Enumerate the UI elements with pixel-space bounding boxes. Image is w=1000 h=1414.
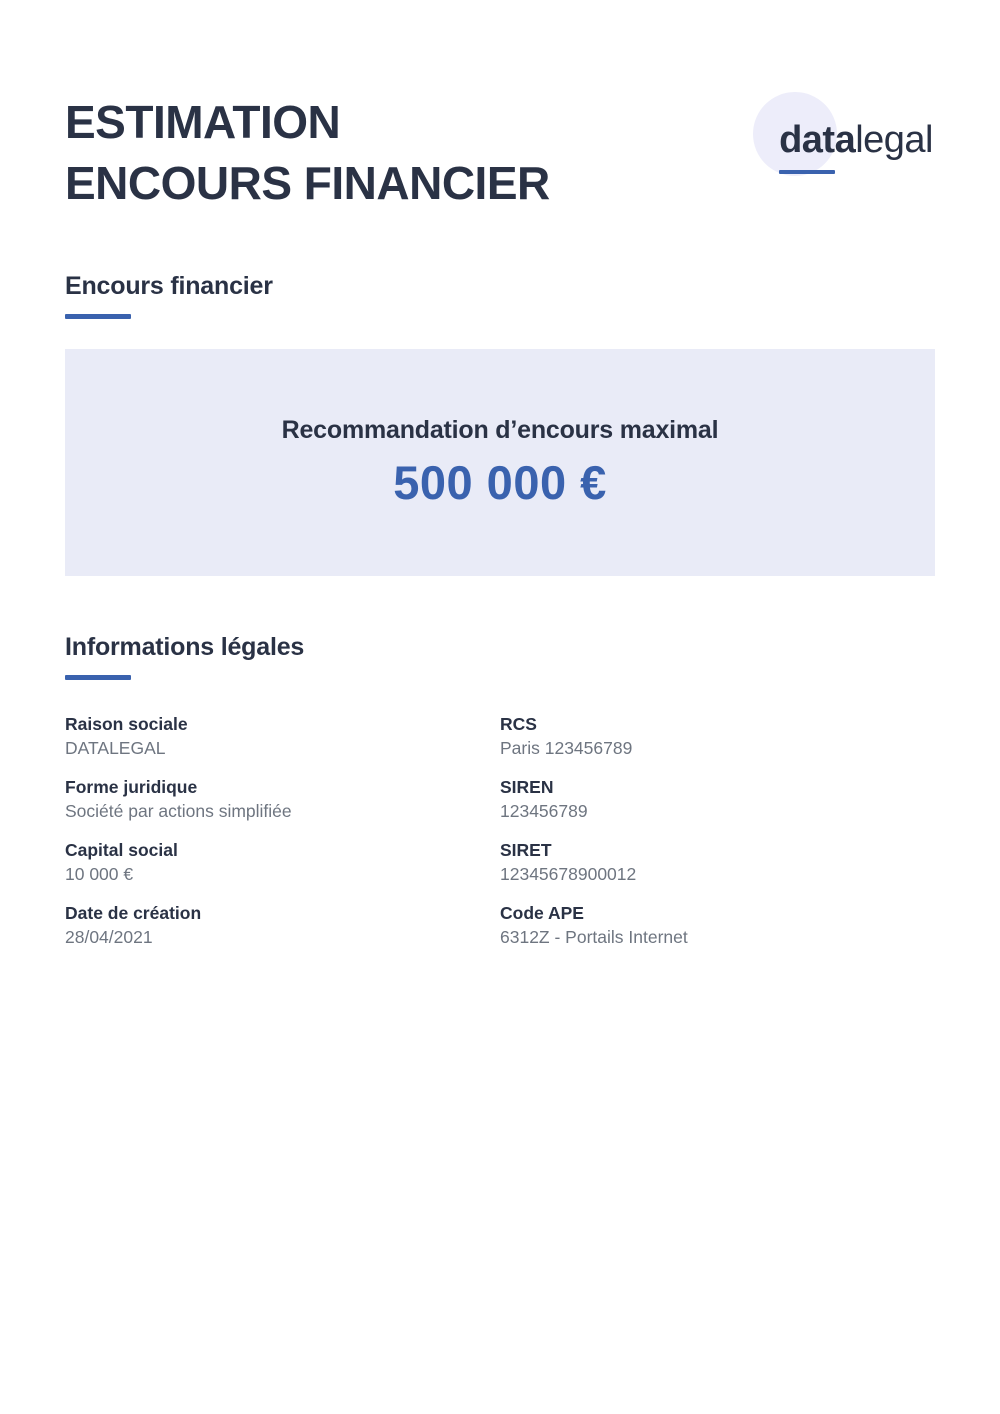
logo-text-light: legal — [855, 119, 933, 161]
field-label: SIREN — [500, 777, 554, 798]
recommendation-label: Recommandation d’encours maximal — [281, 415, 719, 444]
field-raison-sociale — [65, 714, 500, 759]
field-value: 10 000 € — [65, 864, 134, 885]
field-value: 123456789 — [500, 801, 588, 822]
page-title — [65, 92, 550, 213]
datalegal-logo — [779, 118, 933, 164]
field-rcs — [500, 714, 935, 759]
field-siren — [500, 777, 935, 822]
legal-fields-grid — [65, 714, 935, 948]
field-label: RCS — [500, 714, 537, 735]
field-value: Société par actions simplifiée — [65, 801, 292, 822]
legal-section-heading: Informations légales — [65, 633, 305, 662]
logo-underline — [779, 170, 835, 174]
field-value: 12345678900012 — [500, 864, 637, 885]
logo-text-bold: data — [779, 119, 856, 161]
section-informations-legales — [65, 633, 935, 680]
section-encours-financier — [65, 272, 935, 319]
field-value: 28/04/2021 — [65, 927, 153, 948]
field-value: DATALEGAL — [65, 738, 166, 759]
recommendation-amount: 500 000 € — [393, 455, 607, 509]
field-label: Raison sociale — [65, 714, 188, 735]
field-siret — [500, 840, 935, 885]
field-code-ape — [500, 903, 935, 948]
field-label: Forme juridique — [65, 777, 198, 798]
encours-heading-underline — [65, 314, 131, 319]
field-label: SIRET — [500, 840, 552, 861]
field-forme-juridique — [65, 777, 500, 822]
field-date-creation — [65, 903, 500, 948]
field-label: Code APE — [500, 903, 584, 924]
legal-heading-underline — [65, 675, 131, 680]
field-value: 6312Z - Portails Internet — [500, 927, 688, 948]
field-label: Date de création — [65, 903, 202, 924]
page-header — [65, 0, 935, 213]
logo-text — [779, 118, 933, 164]
field-value: Paris 123456789 — [500, 738, 633, 759]
page-title-line2: ENCOURS FINANCIER — [65, 156, 550, 209]
field-label: Capital social — [65, 840, 178, 861]
encours-section-heading: Encours financier — [65, 272, 273, 301]
page-title-line1: ESTIMATION — [65, 96, 341, 148]
field-capital-social — [65, 840, 500, 885]
recommendation-box — [65, 349, 935, 576]
